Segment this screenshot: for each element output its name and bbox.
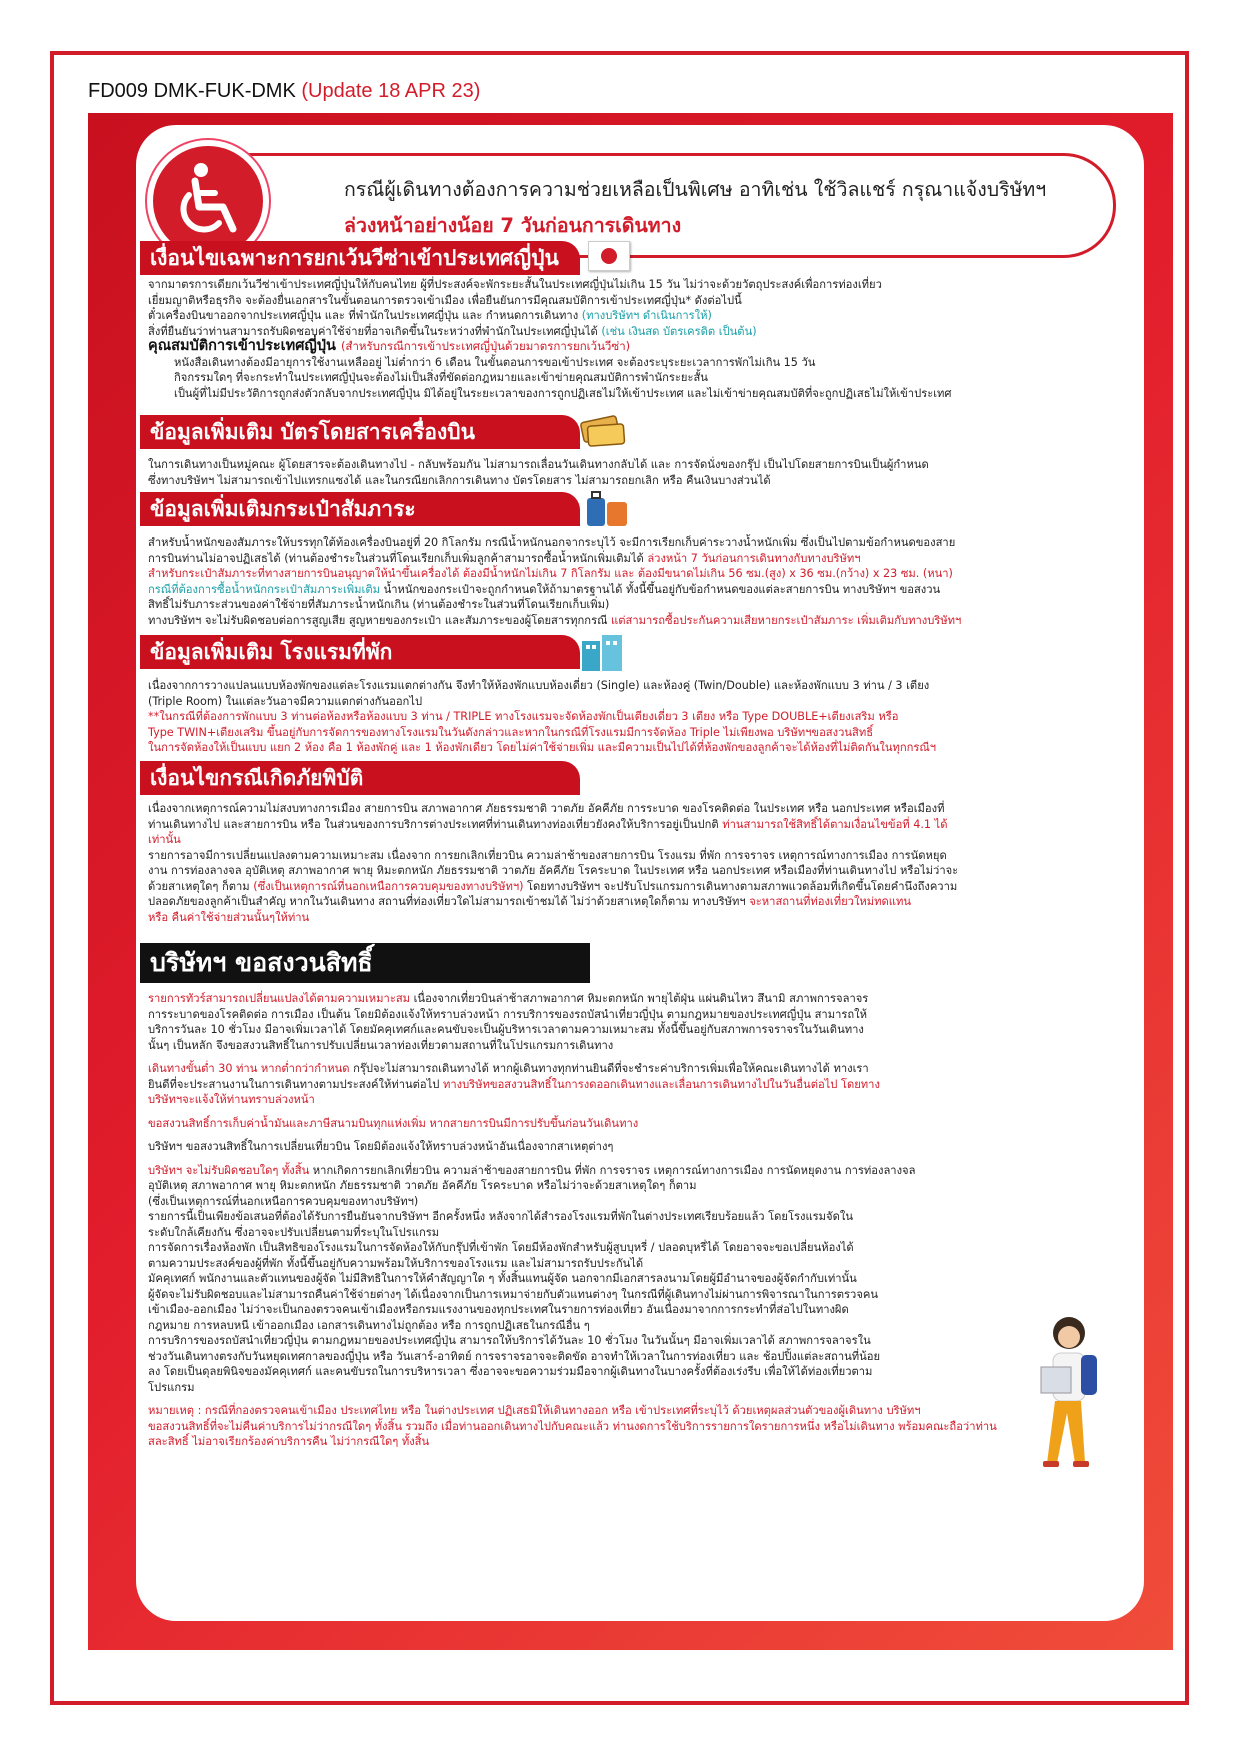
hotel-note: Type TWIN+เตียงเสริม ขึ้นอยู่กับการจัดการของทางโรงแรมในวันดังกล่าวและหากในกรณีที่โรงแรมมีการจัดห้อง Triple ไม่เพียงพอ บริษัทฯขอสงวนสิทธิ์ [148, 725, 874, 739]
baggage-note: กรณีที่ต้องการซื้อน้ำหนักกระเป๋าสัมภาระเพิ่มเติม [148, 582, 380, 596]
qualification-title: คุณสมบัติการเข้าประเทศญี่ปุ่น [148, 338, 336, 354]
flyer-panel [88, 113, 1173, 1650]
disaster-note: หรือ คืนค่าใช้จ่ายส่วนนั้นๆให้ท่าน [148, 910, 310, 924]
hotel-text: (Triple Room) ในแต่ละวันอาจมีความแตกต่างกันออกไป [148, 694, 423, 708]
rights-text: การบริการของรถบัสนำเที่ยวญี่ปุ่น ตามกฎหมายของประเทศญี่ปุ่น สามารถให้บริการได้วันละ 10 ชั่วโมง ในวันนั้นๆ มีอาจเพิ่มเวลาได้ สภาพการจลาจรใน [148, 1334, 871, 1347]
rights-note: บริษัทฯ จะไม่รับผิดชอบใดๆ ทั้งสิ้น [148, 1163, 310, 1177]
traveler-illustration [1023, 1313, 1113, 1477]
ticket-icon [578, 413, 626, 453]
rights-text: เนื่องจากเที่ยวบินล่าช้าสภาพอากาศ หิมะตกหนัก พายุไต้ฝุ่น แผ่นดินไหว สึนามิ สภาพการจลาจร [413, 992, 869, 1005]
disaster-note: จะหาสถานที่ท่องเที่ยวใหม่ทดแทน [749, 895, 912, 908]
disaster-text: โดยทางบริษัทฯ จะปรับโปรแกรมการเดินทางตามสภาพแวดล้อมที่เกิดขึ้นโดยคำนึงถึงความ [527, 879, 958, 893]
visa-section [148, 277, 1048, 401]
qualification-item: หนังสือเดินทางต้องมีอายุการใช้งานเหลืออยู่ ไม่ต่ำกว่า 6 เดือน ในขั้นตอนการขอเข้าประเทศ จะต้องระบุระยะเวลาการพักไม่เกิน 15 วัน [174, 355, 816, 369]
rights-text: ผู้จัดจะไม่รับผิดชอบและไม่สามารถคืนค่าใช้จ่ายต่างๆ ได้เนื่องจากเป็นการเหมาจ่ายกับตัวแทนต่างๆ ในกรณีที่ผู้เดินทางไม่ผ่านการพิจารณาในการตรวจคน [148, 1287, 879, 1301]
hotel-note: **ในกรณีที่ต้องการพักแบบ 3 ท่านต่อห้องหรือห้องแบบ 3 ท่าน / TRIPLE ทางโรงแรมจะจัดห้องพักเป็นเตียงเดี่ยว 3 เตียง หรือ Type DOUBLE+เตียงเสริม หรือ [148, 710, 899, 723]
document-title [88, 80, 480, 103]
rights-text: ลง โดยเป็นดุลยพินิจของมัคคุเทศก์ และคนขับรถในการบริหารเวลา ซึ่งอาจจะขอความร่วมมือจากผู้เดินทางในบางครั้งที่ต้องเร่งรีบ เพื่อให้ได้ท่องเที่ยวตาม [148, 1365, 873, 1378]
rights-note: รายการทัวร์สามารถเปลี่ยนแปลงได้ตามความเหมาะสม [148, 992, 411, 1005]
rights-note: เดินทางขั้นต่ำ 30 ท่าน หากต่ำกว่ากำหนด [148, 1062, 350, 1075]
visa-text: เยี่ยมญาติหรือธุรกิจ จะต้องยื่นเอกสารในขั้นตอนการตรวจเข้าเมือง เพื่อยืนยันการมีคุณสมบัติการเข้าประเทศญี่ปุ่น* ดังต่อไปนี้ [148, 293, 742, 307]
rights-note: ทางบริษัทขอสงวนสิทธิ์ในการงดออกเดินทางและเลื่อนการเดินทางไปในวันอื่นต่อไป โดยทาง [442, 1077, 880, 1091]
rights-text: ช่วงวันเดินทางตรงกับวันหยุดเทศกาลของญี่ปุ่น หรือ วันเสาร์-อาทิตย์ การจราจรอาจจะติดขัด อาจทำให้เวลาในการท่องเที่ยว และ ช้อปปิ้งแต่ละสถานที่น้อย [148, 1349, 881, 1363]
rights-text: การจัดการเรื่องห้องพัก เป็นสิทธิของโรงแรมในการจัดห้องให้กับกรุ๊ปที่เข้าพัก โดยมีห้องพักสำหรับผู้สูบบุหรี่ / ปลอดบุหรี่ได้ โดยอาจจะขอเปลี่ยนห้องได้ [148, 1241, 854, 1254]
rights-text: กฎหมาย การหลบหนี เข้าออกเมือง เอกสารเดินทางไม่ถูกต้อง หรือ การถูกปฏิเสธในกรณีอื่น ๆ [148, 1318, 590, 1332]
update-date: (Update 18 APR 23) [301, 80, 481, 102]
rights-text: ระดับใกล้เคียงกัน ซึ่งอาจจะปรับเปลี่ยนตามที่ระบุในโปรแกรม [148, 1225, 440, 1239]
disaster-text: งาน การท่องลางจล อุบัติเหตุ สภาพอากาศ พายุ หิมะตกหนัก ภัยธรรมชาติ วาตภัย อัคคีภัย โรคระบาด ในประเทศ หรือ นอกประเทศ หรือเมืองที่ท่านเดินทางไป หรือไม่ว่าจะ [148, 864, 959, 877]
hotel-section [148, 678, 1048, 756]
baggage-text: สำหรับน้ำหนักของสัมภาระให้บรรทุกใต้ท้องเครื่องบินอยู่ที่ 20 กิโลกรัม กรณีน้ำหนักนอกจากระบุไว้ จะมีการเรียกเก็บค่าระวางน้ำหนักเพิ่ม ซึ่งเป็นไปตามข้อกำหนดของสาย [148, 536, 956, 549]
rights-text: (ซึ่งเป็นเหตุการณ์ที่นอกเหนือการควบคุมของทางบริษัทฯ) [148, 1194, 419, 1208]
visa-text: ตั๋วเครื่องบินขาออกจากประเทศญี่ปุ่น และ ที่พำนักในประเทศญี่ปุ่น และ กำหนดการเดินทาง [148, 309, 579, 322]
remark-text: หมายเหตุ : กรณีที่กองตรวจคนเข้าเมือง ประเทศไทย หรือ ในต่างประเทศ ปฏิเสธมิให้เดินทางออก หรือ เข้าประเทศที่ระบุไว้ ด้วยเหตุผลส่วนตัวของผู้เดินทาง บริษัทฯ [148, 1404, 921, 1417]
rights-text: มัคคุเทศก์ พนักงานและตัวแทนของผู้จัด ไม่มีสิทธิในการให้คำสัญญาใด ๆ ทั้งสิ้นแทนผู้จัด นอกจากมีเอกสารลงนามโดยผู้มีอำนาจของผู้จัดกำกับเท่านั้น [148, 1272, 857, 1285]
rights-text: เข้าเมือง-ออกเมือง ไม่ว่าจะเป็นกองตรวจคนเข้าเมืองหรือกรมแรงงานของทุกประเทศในรายการท่องเที่ยว อันเนื่องมาจากการกระทำที่ส่อไปในทางผิด [148, 1303, 849, 1316]
disaster-note: (ซึ่งเป็นเหตุการณ์ที่นอกเหนือการควบคุมของทางบริษัทฯ) [253, 879, 524, 893]
hotel-note: ในการจัดห้องให้เป็นแบบ แยก 2 ห้อง คือ 1 ห้องพักคู่ และ 1 ห้องพักเดียว โดยไม่ค่าใช้จ่ายเพิ่ม และมีความเป็นไปได้ที่ห้องพักของลูกค้าจะได้ห้องที่ไม่ติดกันในทุกกรณีฯ [148, 741, 937, 754]
remark-text: ขอสงวนสิทธิ์ที่จะไม่คืนค่าบริการไม่ว่ากรณีใดๆ ทั้งสิ้น รวมถึง เมื่อท่านออกเดินทางไปกับคณะแล้ว ท่านงดการใช้บริการรายการใดรายการหนึ่ง หรือไม่เดินทาง พร้อมคณะถือว่าท่าน [148, 1419, 997, 1433]
baggage-section [148, 535, 1048, 628]
disaster-note: เท่านั้น [148, 833, 181, 846]
wheelchair-icon [153, 146, 263, 256]
rights-text: อุบัติเหตุ สภาพอากาศ พายุ หิมะตกหนัก ภัยธรรมชาติ วาตภัย อัคคีภัย โรคระบาด หรือไม่ว่าจะด้วยสาเหตุใดๆ ก็ตาม [148, 1179, 697, 1192]
disaster-text: รายการอาจมีการเปลี่ยนแปลงตามความเหมาะสม เนื่องจาก การยกเลิกเที่ยวบิน ความล่าช้าของสายการบิน โรงแรม ที่พัก การจราจร เหตุการณ์ทางการเมือง การนัดหยุด [148, 848, 947, 862]
rights-text: บริการวันละ 10 ชั่วโมง มีอาจเพิ่มเวลาได้ โดยมัคคุเทศก์และคนขับจะเป็นผู้บริหารเวลาตามความเหมาะสม ทั้งนี้ขึ้นอยู่กับสภาพการจราจรในวันเดินทาง [148, 1023, 864, 1036]
notice-line-2: ล่วงหน้าอย่างน้อย 7 วันก่อนการเดินทาง [344, 214, 682, 237]
visa-text: จากมาตรการเดียกเว้นวีซ่าเข้าประเทศญี่ปุ่นให้กับคนไทย ผู้ที่ประสงค์จะพักระยะสั้นในประเทศญี่ปุ่นไม่เกิน 15 วัน ไม่ว่าจะด้วยวัตถุประสงค์เพื่อการท่องเที่ยว [148, 278, 882, 291]
rights-section [148, 991, 1048, 1450]
visa-text: สิ่งที่ยืนยันว่าท่านสามารถรับผิดชอบค่าใช้จ่ายที่อาจเกิดขึ้นในระหว่างที่พำนักในประเทศญี่ปุ่นได้ [148, 324, 598, 338]
rights-text: หากเกิดการยกเลิกเที่ยวบิน ความล่าช้าของสายการบิน ที่พัก การจราจร เหตุการณ์ทางการเมือง การนัดหยุดงาน การท่องลางจล [312, 1163, 916, 1177]
qualification-item: กิจกรรมใดๆ ที่จะกระทำในประเทศญี่ปุ่นจะต้องไม่เป็นสิ่งที่ขัดต่อกฎหมายและเข้าข่ายคุณสมบัติการพำนักระยะสั้น [174, 371, 708, 384]
baggage-text: สิทธิ์ไม่รับภาระส่วนของค่าใช้จ่ายที่สัมภาระน้ำหนักเกิน (ท่านต้องชำระในส่วนที่โดนเรียกเก็บเพิ่ม) [148, 598, 610, 611]
luggage-icon [583, 486, 631, 534]
disaster-note: ท่านสามารถใช้สิทธิ์ได้ตามเงื่อนไขข้อที่ 4.1 ได้ [722, 817, 948, 831]
rights-text: กรุ๊ปจะไม่สามารถเดินทางได้ หากผู้เดินทางทุกท่านยินดีที่จะชำระค่าบริการเพิ่มเพื่อให้คณะเดินทางได้ ทางเรา [353, 1062, 869, 1075]
section-header-rights: บริษัทฯ ขอสงวนสิทธิ์ [140, 943, 590, 983]
notice-line-1: กรณีผู้เดินทางต้องการความช่วยเหลือเป็นพิเศษ อาทิเช่น ใช้วิลแชร์ กรุณาแจ้งบริษัทฯ [344, 178, 1047, 201]
section-header-hotel: ข้อมูลเพิ่มเติม โรงแรมที่พัก [140, 635, 580, 669]
rights-note: ขอสงวนสิทธิ์การเก็บค่าน้ำมันและภาษีสนามบินทุกแห่งเพิ่ม หากสายการบินมีการปรับขึ้นก่อนวันเดินทาง [148, 1116, 639, 1130]
section-header-disaster: เงื่อนไขกรณีเกิดภัยพิบัติ [140, 761, 580, 795]
baggage-note: แต่สามารถซื้อประกันความเสียหายกระเป๋าสัมภาระ เพิ่มเติมกับทางบริษัทฯ [611, 613, 962, 627]
visa-note: (ทางบริษัทฯ ดำเนินการให้) [581, 309, 712, 322]
ticket-text: ซึ่งทางบริษัทฯ ไม่สามารถเข้าไปแทรกแซงได้ และในกรณียกเลิกการเดินทาง บัตรโดยสาร ไม่สามารถยกเลิก หรือ คืนเงินบางส่วนได้ [148, 473, 771, 487]
hotel-text: เนื่องจากการวางแปลนแบบห้องพักของแต่ละโรงแรมแตกต่างกัน จึงทำให้ห้องพักแบบห้องเดี่ยว (Single) และห้องคู่ (Twin/Double) และห้องพักแบบ 3 ท่าน / 3 เตียง [148, 679, 930, 692]
section-header-ticket: ข้อมูลเพิ่มเติม บัตรโดยสารเครื่องบิน [140, 415, 580, 449]
section-header-baggage: ข้อมูลเพิ่มเติมกระเป๋าสัมภาระ [140, 492, 580, 526]
rights-text: รายการนี้เป็นเพียงข้อเสนอที่ต้องได้รับการยืนยันจากบริษัทฯ อีกครั้งหนึ่ง หลังจากได้สำรองโรงแรมที่พักในต่างประเทศเรียบร้อยแล้ว โดยโรงแรมจัดใน [148, 1210, 853, 1223]
ticket-section [148, 457, 1048, 488]
disaster-text: ปลอดภัยของลูกค้าเป็นสำคัญ หากในวันเดินทาง สถานที่ท่องเที่ยวใดไม่สามารถเข้าชมได้ ไม่ว่าด้วยสาเหตุใดก็ตาม ทางบริษัทฯ [148, 895, 746, 908]
rights-text: ยินดีที่จะประสานงานในการเดินทางตามประสงค์ให้ท่านต่อไป [148, 1077, 440, 1091]
baggage-text: การบินท่านไม่อาจปฏิเสธได้ (ท่านต้องชำระในส่วนที่โดนเรียกเก็บเพิ่มลูกค้าสามารถซื้อน้ำหนักเพิ่มเติมได้ [148, 551, 644, 565]
document-code: FD009 DMK-FUK-DMK [88, 80, 296, 102]
qualification-note: (สำหรับกรณีการเข้าประเทศญี่ปุ่นด้วยมาตรการยกเว้นวีซ่า) [340, 339, 631, 353]
baggage-text: ทางบริษัทฯ จะไม่รับผิดชอบต่อการสูญเสีย สูญหายของกระเป๋า และสัมภาระของผู้โดยสารทุกกรณี [148, 613, 608, 627]
disaster-text: ด้วยสาเหตุใดๆ ก็ตาม [148, 879, 250, 893]
rights-text: นั้นๆ เป็นหลัก จึงขอสงวนสิทธิ์ในการปรับเปลี่ยนเวลาท่องเที่ยวตามสถานที่ในโปรแกรมการเดินทาง [148, 1038, 614, 1052]
rights-note: บริษัทฯจะแจ้งให้ท่านทราบล่วงหน้า [148, 1093, 315, 1106]
section-header-visa: เงื่อนไขเฉพาะการยกเว้นวีซ่าเข้าประเทศญี่ปุ่น [140, 241, 580, 275]
japan-flag-icon [588, 241, 630, 271]
visa-note: (เช่น เงินสด บัตรเครดิต เป็นต้น) [601, 324, 757, 338]
hotel-icon [580, 633, 624, 675]
baggage-note: สำหรับกระเป๋าสัมภาระที่ทางสายการบินอนุญาตให้นำขึ้นเครื่องได้ ต้องมีน้ำหนักไม่เกิน 7 กิโลกรัม และ ต้องมีขนาดไม่เกิน 56 ซม.(สูง) x 36 ซม.(กว้าง) x 23 ซม. (หนา) [148, 567, 953, 580]
ticket-text: ในการเดินทางเป็นหมู่คณะ ผู้โดยสารจะต้องเดินทางไป - กลับพร้อมกัน ไม่สามารถเลื่อนวันเดินทางกลับได้ และ การจัดนั่งของกรุ๊ป เป็นไปโดยสายการบินเป็นผู้กำหนด [148, 458, 929, 471]
disaster-text: เนื่องจากเหตุการณ์ความไม่สงบทางการเมือง สายการบิน สภาพอากาศ ภัยธรรมชาติ วาตภัย อัคคีภัย การระบาด ของโรคติดต่อ ในประเทศ หรือ นอกประเทศ หรือเมืองที่ [148, 802, 945, 815]
qualification-item: เป็นผู้ที่ไม่มีประวัติการถูกส่งตัวกลับจากประเทศญี่ปุ่น มิได้อยู่ในระยะเวลาของการถูกปฏิเสธไม่ให้เข้าประเทศ และไม่เข้าข่ายคุณสมบัติที่จะถูกปฏิเสธไม่ให้เข้าประเทศ [174, 386, 952, 400]
baggage-text: น้ำหนักของกระเป๋าจะถูกกำหนดให้ถ้ามาตรฐานได้ ทั้งนี้ขึ้นอยู่กับข้อกำหนดของแต่ละสายการบิน ทางบริษัทฯ ขอสงวน [383, 582, 941, 596]
disaster-text: ท่านเดินทางไป และสายการบิน หรือ ในส่วนของการบริการต่างประเทศที่ท่านเดินทางท่องเที่ยวยังคงให้บริการอยู่เป็นปกติ [148, 817, 719, 831]
rights-text: บริษัทฯ ขอสงวนสิทธิ์ในการเปลี่ยนเที่ยวบิน โดยมิต้องแจ้งให้ทราบล่วงหน้าอันเนื่องจากสาเหตุต่างๆ [148, 1140, 614, 1153]
rights-text: โปรแกรม [148, 1380, 195, 1394]
disaster-section [148, 801, 1048, 925]
remark-text: สละสิทธิ์ ไม่อาจเรียกร้องค่าบริการคืน ไม่ว่ากรณีใดๆ ทั้งสิ้น [148, 1435, 430, 1448]
rights-text: การระบาดของโรคติดต่อ การเมือง เป็นต้น โดยมิต้องแจ้งให้ทราบล่วงหน้า การบริการของรถบัสนำเที่ยวญี่ปุ่น ตามกฎหมายของประเทศญี่ปุ่น สามารถให้ [148, 1007, 867, 1021]
rights-text: ตามความประสงค์ของผู้ที่พัก ทั้งนี้ขึ้นอยู่กับความพร้อมให้บริการของโรงแรม และไม่สามารถรับประกันได้ [148, 1256, 644, 1270]
baggage-note: ล่วงหน้า 7 วันก่อนการเดินทางกับทางบริษัทฯ [647, 551, 861, 565]
